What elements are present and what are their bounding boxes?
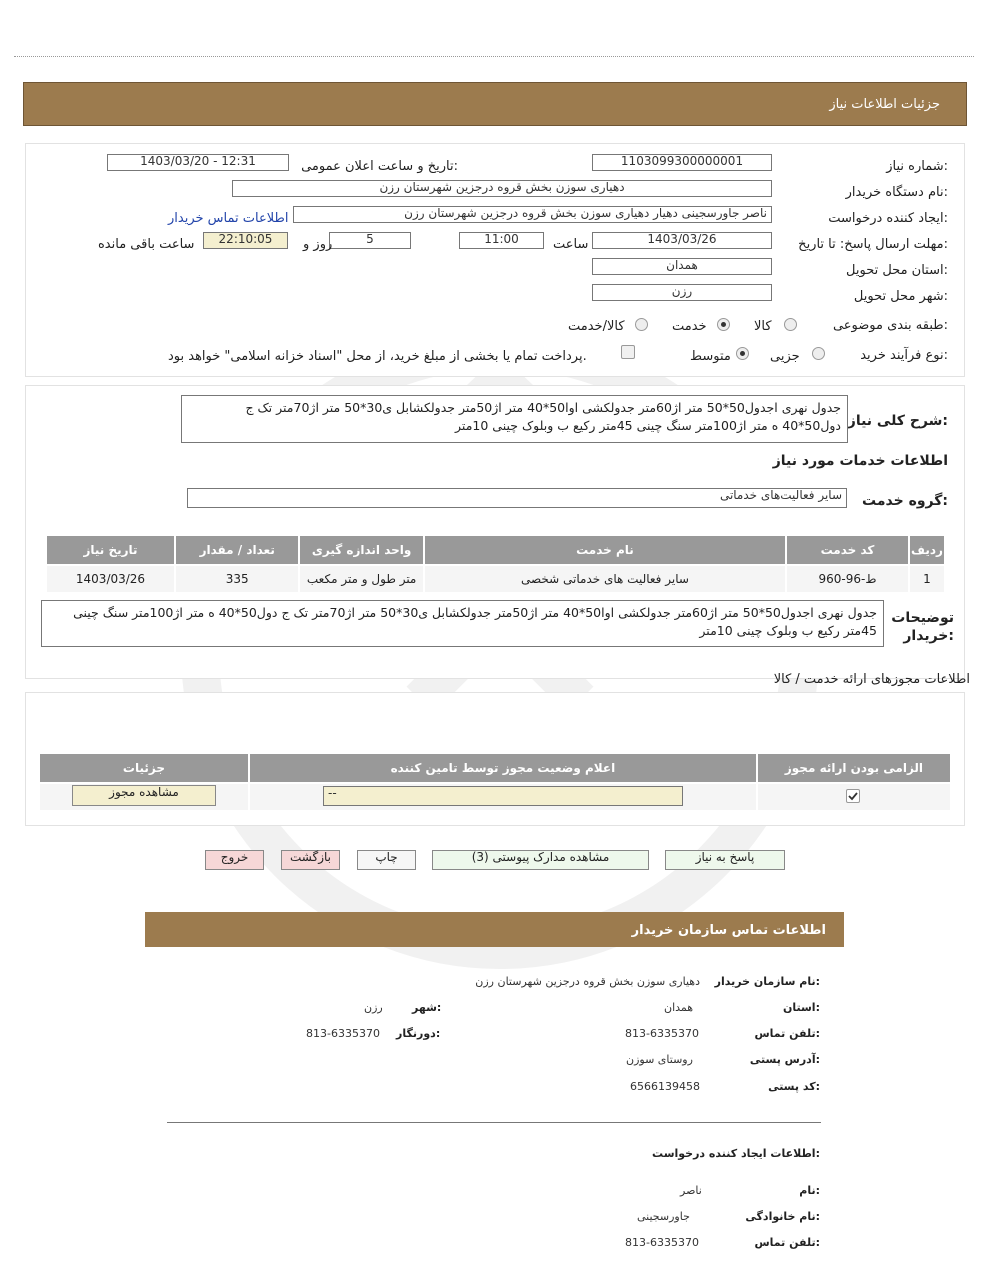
cell-need-date: 1403/03/26 bbox=[46, 565, 175, 593]
deadline-time-field: 11:00 bbox=[459, 232, 544, 249]
service-group-field: سایر فعالیت‌های خدماتی bbox=[187, 488, 847, 508]
org-address-value: روستای سوزن bbox=[626, 1053, 693, 1066]
requester-family-label: نام خانوادگی: bbox=[745, 1210, 820, 1223]
org-address-label: آدرس پستی: bbox=[749, 1053, 820, 1066]
services-table bbox=[45, 534, 946, 594]
remaining-label: ساعت باقی مانده bbox=[98, 237, 195, 252]
buyer-notes-label-2: خریدار: bbox=[903, 628, 954, 644]
page-title: جزئیات اطلاعات نیاز bbox=[829, 97, 940, 112]
requester-phone-label: تلفن تماس: bbox=[754, 1236, 820, 1249]
back-button[interactable]: بازگشت bbox=[281, 850, 340, 870]
reply-button[interactable]: پاسخ به نیاز bbox=[665, 850, 785, 870]
deadline-date-field: 1403/03/26 bbox=[592, 232, 772, 249]
top-divider bbox=[14, 56, 974, 57]
print-button[interactable]: چاپ bbox=[357, 850, 416, 870]
org-contact-title: اطلاعات تماس سازمان خریدار bbox=[631, 923, 826, 938]
city-label: شهر محل تحویل: bbox=[853, 289, 948, 304]
service-group-label: گروه خدمت: bbox=[862, 493, 948, 509]
treasury-checkbox[interactable] bbox=[621, 345, 635, 359]
requester-name-value: ناصر bbox=[680, 1184, 702, 1197]
need-info-panel bbox=[25, 143, 965, 377]
requester-title: اطلاعات ایجاد کننده درخواست: bbox=[652, 1147, 820, 1160]
org-name-label: نام سازمان خریدار: bbox=[714, 975, 820, 988]
org-phone-value: 813-6335370 bbox=[625, 1027, 699, 1040]
deadline-label: مهلت ارسال پاسخ: تا تاریخ: bbox=[798, 237, 948, 252]
category-both-radio[interactable] bbox=[635, 318, 648, 331]
requester-phone-value: 813-6335370 bbox=[625, 1236, 699, 1249]
col-quantity: تعداد / مقدار bbox=[175, 535, 299, 565]
cell-row: 1 bbox=[909, 565, 945, 593]
creator-label: ایجاد کننده درخواست: bbox=[828, 211, 948, 226]
need-number-label: شماره نیاز: bbox=[886, 159, 948, 174]
time-label: ساعت bbox=[553, 237, 589, 252]
exit-button[interactable]: خروج bbox=[205, 850, 264, 870]
creator-field: ناصر جاورسجینی دهیار دهیاری سوزن بخش قروه درجزین شهرستان رزن bbox=[293, 206, 772, 223]
permit-status-field[interactable]: -- bbox=[323, 786, 683, 806]
org-fax-value: 813-6335370 bbox=[306, 1027, 380, 1040]
col-service-name: نام خدمت bbox=[424, 535, 786, 565]
org-contact-header bbox=[145, 912, 844, 947]
category-both-label: کالا/خدمت bbox=[568, 319, 625, 334]
category-label: طبقه بندی موضوعی: bbox=[832, 318, 948, 333]
buyer-org-field: دهیاری سوزن بخش قروه درجزین شهرستان رزن bbox=[232, 180, 772, 197]
category-service-radio[interactable] bbox=[717, 318, 730, 331]
org-postal-value: 6566139458 bbox=[630, 1080, 700, 1093]
treasury-note: پرداخت تمام یا بخشی از مبلغ خرید، از محل "اسناد خزانه اسلامی" خواهد بود. bbox=[168, 349, 587, 364]
page-header bbox=[23, 82, 967, 126]
buyer-notes-label-1: توضیحات bbox=[891, 610, 954, 626]
category-goods-radio[interactable] bbox=[784, 318, 797, 331]
col-permit-status: اعلام وضعیت مجوز توسط تامین کننده bbox=[249, 753, 757, 783]
services-section-title: اطلاعات خدمات مورد نیاز bbox=[772, 453, 948, 469]
announce-label: تاریخ و ساعت اعلان عمومی: bbox=[301, 159, 458, 174]
col-service-code: کد خدمت bbox=[786, 535, 909, 565]
org-name-value: دهیاری سوزن بخش قروه درجزین شهرستان رزن bbox=[475, 975, 700, 988]
org-postal-label: کد پستی: bbox=[768, 1080, 820, 1093]
city-field: رزن bbox=[592, 284, 772, 301]
col-details: جزئیات bbox=[39, 753, 249, 783]
summary-text: جدول نهری اجدول50*50 متر اژ60متر جدولکشی اوا50*40 متر اژ50متر جدولکشابل ی30*50 متر اژ70متر تک ج دول50*40 ه متر اژ100متر سنگ چینی 45متر رکیع ب وبلوک چینی 10متر bbox=[181, 395, 848, 443]
attachments-button[interactable]: مشاهده مدارک پیوستی (3) bbox=[432, 850, 649, 870]
process-medium-label: متوسط bbox=[690, 349, 731, 364]
announce-date-field: 1403/03/20 - 12:31 bbox=[107, 154, 289, 171]
col-row: ردیف bbox=[909, 535, 945, 565]
category-goods-label: کالا bbox=[754, 319, 772, 334]
buyer-contact-link[interactable]: اطلاعات تماس خریدار bbox=[168, 211, 289, 226]
org-city-label: شهر: bbox=[412, 1001, 442, 1014]
col-unit: واحد اندازه گیری bbox=[299, 535, 423, 565]
summary-label: شرح کلی نیاز: bbox=[847, 413, 948, 429]
table-row bbox=[46, 565, 945, 593]
check-icon bbox=[847, 790, 859, 802]
org-phone-label: تلفن تماس: bbox=[754, 1027, 820, 1040]
process-medium-radio[interactable] bbox=[736, 347, 749, 360]
process-minor-radio[interactable] bbox=[812, 347, 825, 360]
contact-divider bbox=[167, 1122, 821, 1123]
process-label: نوع فرآیند خرید: bbox=[860, 348, 948, 363]
requester-name-label: نام: bbox=[799, 1184, 820, 1197]
col-permit-required: الزامی بودن ارائه مجوز bbox=[757, 753, 951, 783]
buyer-org-label: نام دستگاه خریدار: bbox=[845, 185, 948, 200]
need-number-field: 1103099300000001 bbox=[592, 154, 772, 171]
cell-quantity: 335 bbox=[175, 565, 299, 593]
org-fax-label: دورنگار: bbox=[396, 1027, 441, 1040]
requester-family-value: جاورسجینی bbox=[637, 1210, 690, 1223]
buyer-notes-text: جدول نهری اجدول50*50 متر اژ60متر جدولکشی اوا50*40 متر اژ50متر جدولکشابل ی30*50 متر اژ70متر تک ج دول50*40 ه متر اژ100متر سنگ چینی 45متر رکیع ب وبلوک چینی 10متر bbox=[41, 600, 884, 647]
cell-service-code: ط-96-960 bbox=[786, 565, 909, 593]
permit-required-checkbox bbox=[846, 789, 860, 803]
permits-title: اطلاعات مجوزهای ارائه خدمت / کالا bbox=[773, 672, 970, 687]
remaining-time-field: 22:10:05 bbox=[203, 232, 288, 249]
cell-unit: متر طول و متر مکعب bbox=[299, 565, 423, 593]
col-need-date: تاریخ نیاز bbox=[46, 535, 175, 565]
province-label: استان محل تحویل: bbox=[846, 263, 948, 278]
org-province-label: استان: bbox=[782, 1001, 820, 1014]
category-service-label: خدمت bbox=[672, 319, 707, 334]
process-minor-label: جزیی bbox=[770, 349, 800, 364]
province-field: همدان bbox=[592, 258, 772, 275]
days-field: 5 bbox=[329, 232, 411, 249]
org-city-value: رزن bbox=[364, 1001, 383, 1014]
org-province-value: همدان bbox=[664, 1001, 694, 1014]
days-label: روز و bbox=[303, 237, 333, 252]
view-permit-button[interactable]: مشاهده مجوز bbox=[72, 785, 216, 806]
cell-service-name: سایر فعالیت های خدماتی شخصی bbox=[424, 565, 786, 593]
